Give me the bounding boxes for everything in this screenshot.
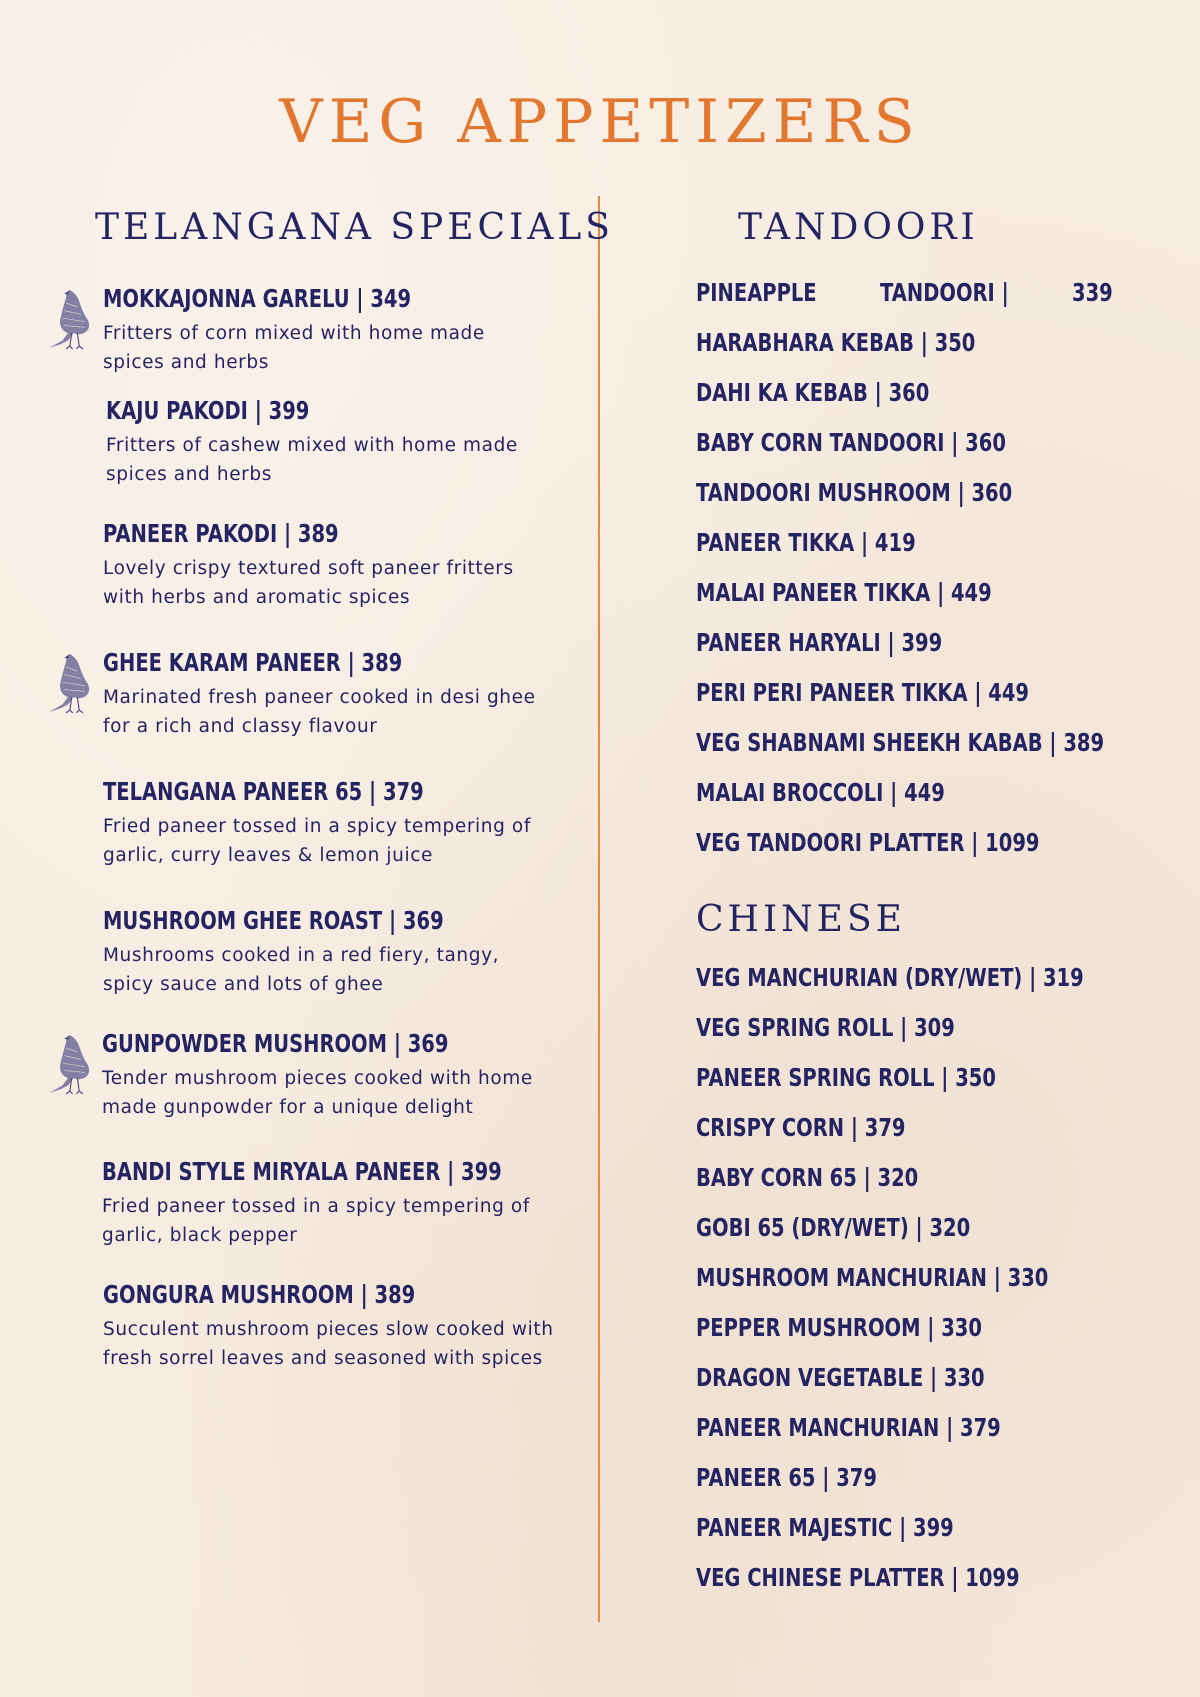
telangana-item-name: PANEER PAKODI | 389 <box>103 519 339 548</box>
telangana-item-description: made gunpowder for a unique delight <box>102 1097 474 1118</box>
chinese-item: DRAGON VEGETABLE | 330 <box>696 1363 985 1392</box>
telangana-item-description: garlic, curry leaves & lemon juice <box>103 845 433 866</box>
telangana-item <box>106 398 518 489</box>
telangana-item-description: fresh sorrel leaves and seasoned with spices <box>103 1348 543 1369</box>
tandoori-item: BABY CORN TANDOORI | 360 <box>696 428 1006 457</box>
page-title: VEG APPETIZERS <box>279 87 921 157</box>
chinese-item: MUSHROOM MANCHURIAN | 330 <box>696 1263 1049 1292</box>
tandoori-item: MALAI PANEER TIKKA | 449 <box>696 578 992 607</box>
tandoori-item: VEG SHABNAMI SHEEKH KABAB | 389 <box>696 728 1105 757</box>
telangana-item-name: GUNPOWDER MUSHROOM | 369 <box>102 1029 449 1058</box>
bird-emblem-icon <box>40 284 96 354</box>
telangana-item-description: spicy sauce and lots of ghee <box>103 974 384 995</box>
tandoori-item: HARABHARA KEBAB | 350 <box>696 328 976 357</box>
telangana-item <box>103 286 498 377</box>
chinese-item: PANEER 65 | 379 <box>696 1463 877 1492</box>
telangana-specials-heading: TELANGANA SPECIALS <box>95 207 614 248</box>
telangana-item <box>103 521 514 612</box>
tandoori-item: TANDOORI MUSHROOM | 360 <box>696 478 1013 507</box>
bird-emblem-icon <box>40 648 96 718</box>
tandoori-item: MALAI BROCCOLI | 449 <box>696 778 945 807</box>
chinese-item: PANEER MANCHURIAN | 379 <box>696 1413 1001 1442</box>
telangana-item <box>103 779 531 870</box>
chinese-item: PANEER SPRING ROLL | 350 <box>696 1063 996 1092</box>
tandoori-item-pineapple-mid: TANDOORI | <box>880 278 1009 307</box>
telangana-item <box>102 1159 615 1250</box>
chinese-item: VEG MANCHURIAN (DRY/WET) | 319 <box>696 963 1084 992</box>
telangana-item-description: with herbs and aromatic spices <box>103 587 411 608</box>
telangana-item-description: Fritters of cashew mixed with home made <box>106 435 518 456</box>
tandoori-item: PANEER TIKKA | 419 <box>696 528 916 557</box>
chinese-heading: CHINESE <box>696 899 906 940</box>
telangana-item-description: spices and herbs <box>106 464 272 485</box>
telangana-item-description: spices and herbs <box>103 352 269 373</box>
telangana-item <box>103 908 540 999</box>
chinese-item: GOBI 65 (DRY/WET) | 320 <box>696 1213 971 1242</box>
telangana-item-description: Marinated fresh paneer cooked in desi ghee <box>103 687 536 708</box>
telangana-item-description: Lovely crispy textured soft paneer fritters <box>103 558 514 579</box>
telangana-item-description: for a rich and classy flavour <box>103 716 378 737</box>
tandoori-item-pineapple-name: PINEAPPLE <box>696 278 817 307</box>
chinese-item: BABY CORN 65 | 320 <box>696 1163 919 1192</box>
chinese-item: VEG CHINESE PLATTER | 1099 <box>696 1563 1020 1592</box>
tandoori-item: DAHI KA KEBAB | 360 <box>696 378 930 407</box>
telangana-item-name: GONGURA MUSHROOM | 389 <box>103 1280 416 1309</box>
telangana-item-description: Succulent mushroom pieces slow cooked with <box>103 1319 554 1340</box>
chinese-item: PEPPER MUSHROOM | 330 <box>696 1313 982 1342</box>
telangana-item-name: MOKKAJONNA GARELU | 349 <box>103 284 412 313</box>
telangana-item-description: Fried paneer tossed in a spicy tempering of <box>103 816 531 837</box>
tandoori-item: PERI PERI PANEER TIKKA | 449 <box>696 678 1029 707</box>
telangana-item <box>102 1031 546 1122</box>
telangana-item-name: GHEE KARAM PANEER | 389 <box>103 648 403 677</box>
telangana-item-description: Tender mushroom pieces cooked with home <box>102 1068 533 1089</box>
telangana-item <box>103 650 536 741</box>
telangana-item-name: BANDI STYLE MIRYALA PANEER | 399 <box>102 1157 502 1186</box>
telangana-item-description: Mushrooms cooked in a red fiery, tangy, <box>103 945 500 966</box>
telangana-item <box>103 1282 554 1373</box>
telangana-item-description: Fritters of corn mixed with home made <box>103 323 485 344</box>
bird-emblem-icon <box>40 1029 96 1099</box>
column-divider <box>598 196 600 1622</box>
tandoori-item: PANEER HARYALI | 399 <box>696 628 943 657</box>
telangana-item-name: MUSHROOM GHEE ROAST | 369 <box>103 906 444 935</box>
telangana-item-description: garlic, black pepper <box>102 1225 298 1246</box>
tandoori-item: VEG TANDOORI PLATTER | 1099 <box>696 828 1040 857</box>
telangana-item-description: Fried paneer tossed in a spicy tempering of <box>102 1196 530 1217</box>
chinese-item: CRISPY CORN | 379 <box>696 1113 906 1142</box>
tandoori-heading: TANDOORI <box>738 207 979 248</box>
chinese-item: VEG SPRING ROLL | 309 <box>696 1013 955 1042</box>
telangana-item-name: KAJU PAKODI | 399 <box>106 396 310 425</box>
telangana-item-name: TELANGANA PANEER 65 | 379 <box>103 777 424 806</box>
tandoori-item-pineapple-price: 339 <box>1072 278 1113 307</box>
chinese-item: PANEER MAJESTIC | 399 <box>696 1513 954 1542</box>
